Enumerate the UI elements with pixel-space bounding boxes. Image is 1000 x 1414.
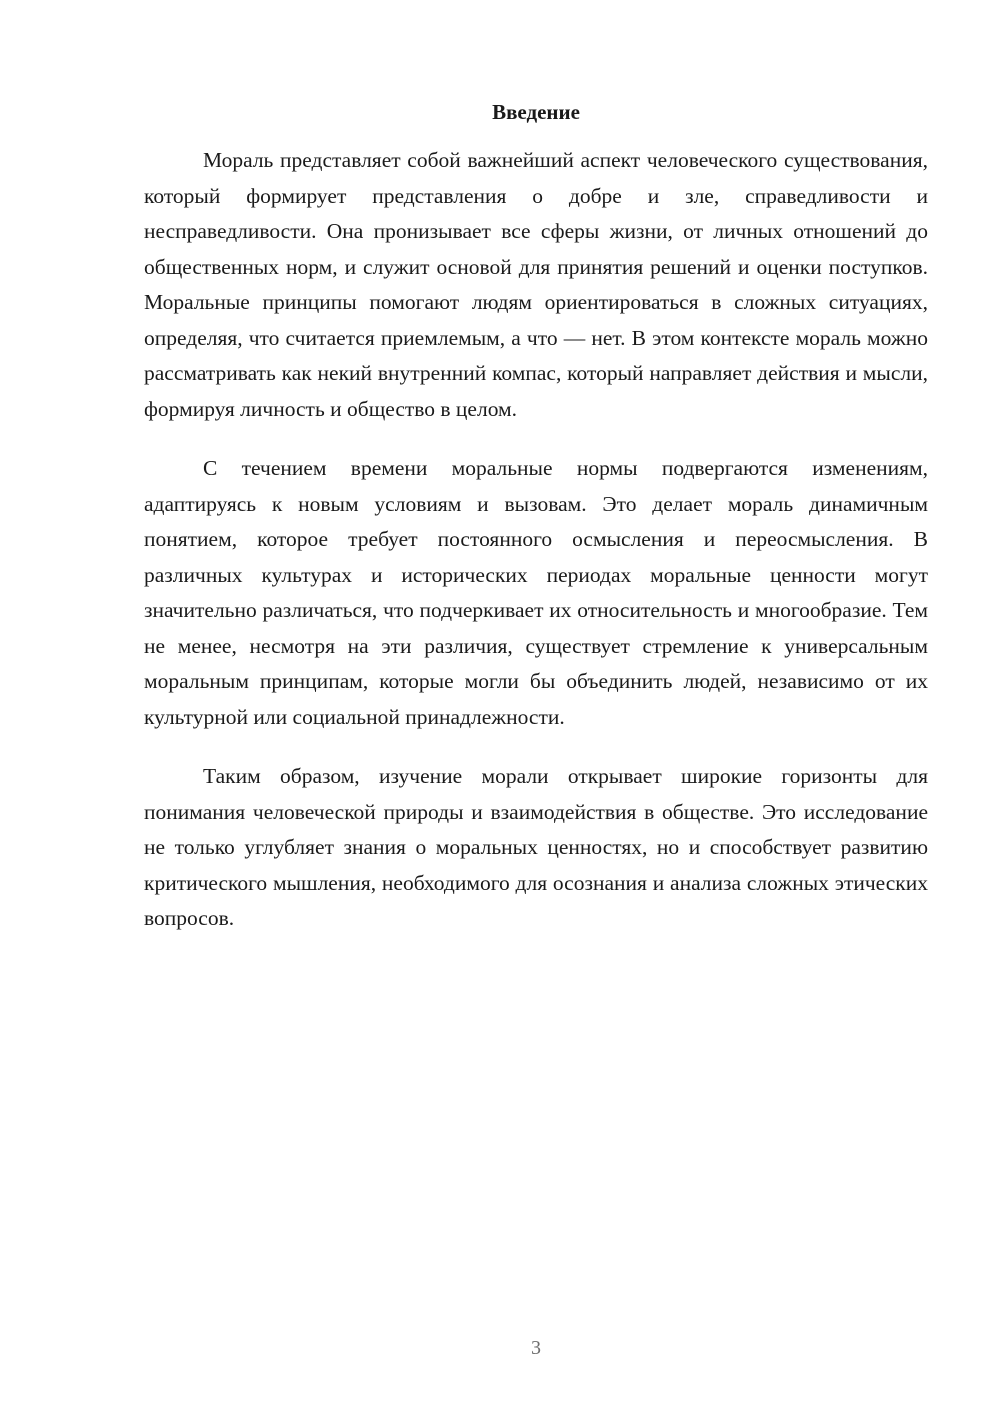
paragraph-1: Мораль представляет собой важнейший аспект человеческого существования, который формирует представления о добре и зле, справедливости и несправедливости. Она пронизывает все сферы жизни, от личных отношений до общественных норм, и служит основой для принятия решений и оценки поступков. Моральные принципы помогают людям ориентироваться в сложных ситуациях, определяя, что считается приемлемым, а что — нет. В этом контексте мораль можно рассматривать как некий внутренний компас, который направляет действия и мысли, формируя личность и общество в целом. (144, 148, 928, 421)
page-number: 3 (531, 1337, 541, 1359)
page-title: Введение (492, 100, 580, 124)
paragraph-3: Таким образом, изучение морали открывает широкие горизонты для понимания человеческой природы и взаимодействия в обществе. Это исследование не только углубляет знания о моральных ценностях, но и способствует развитию критического мышления, необходимого для осознания и анализа сложных этических вопросов. (144, 764, 928, 930)
body-text (144, 143, 928, 961)
paragraph-2: С течением времени моральные нормы подвергаются изменениям, адаптируясь к новым условиям и вызовам. Это делает мораль динамичным понятием, которое требует постоянного осмысления и переосмысления. В различных культурах и исторических периодах моральные ценности могут значительно различаться, что подчеркивает их относительность и многообразие. Тем не менее, несмотря на эти различия, существует стремление к универсальным моральным принципам, которые могли бы объединить людей, независимо от их культурной или социальной принадлежности. (144, 456, 928, 729)
